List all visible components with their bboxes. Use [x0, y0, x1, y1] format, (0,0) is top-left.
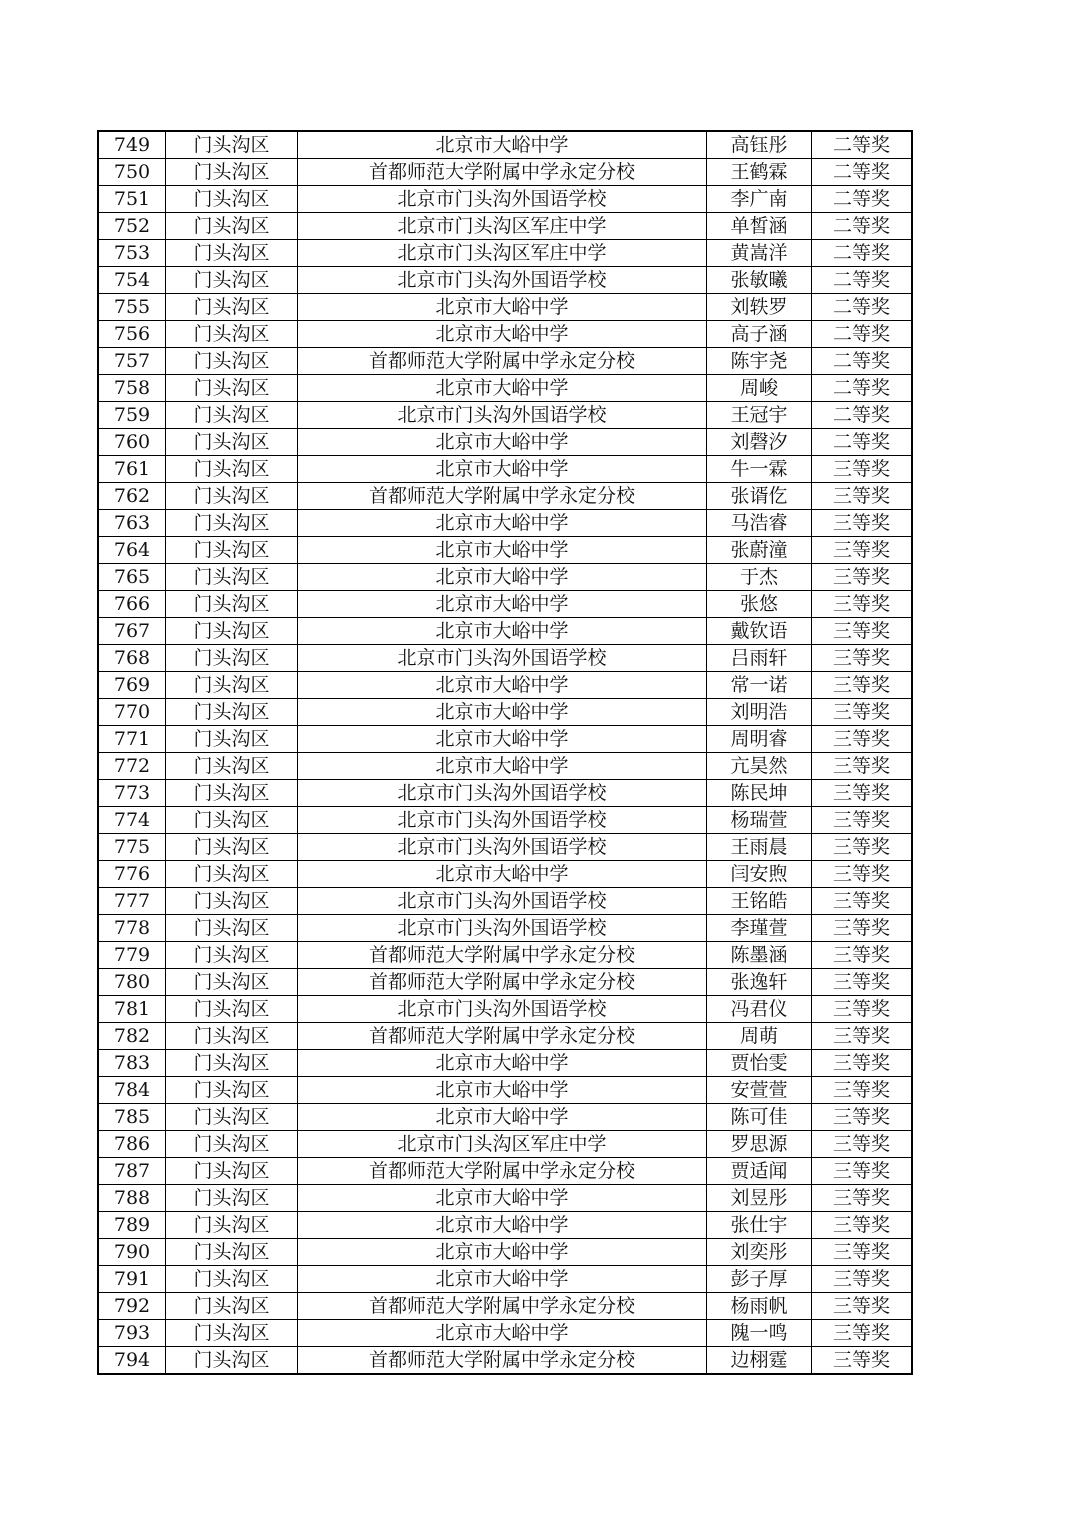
row-number-cell: 784: [98, 1077, 166, 1104]
row-number-cell: 752: [98, 213, 166, 240]
table-row: [98, 537, 912, 564]
row-number-cell: 757: [98, 348, 166, 375]
award-level-cell: 三等奖: [812, 888, 913, 915]
school-cell: 北京市门头沟外国语学校: [298, 186, 707, 213]
school-cell: 北京市大峪中学: [298, 699, 707, 726]
table-row: [98, 834, 912, 861]
school-cell: 北京市大峪中学: [298, 618, 707, 645]
school-cell: 北京市大峪中学: [298, 456, 707, 483]
row-number-cell: 763: [98, 510, 166, 537]
award-level-cell: 三等奖: [812, 618, 913, 645]
row-number-cell: 767: [98, 618, 166, 645]
award-level-cell: 三等奖: [812, 942, 913, 969]
district-cell: 门头沟区: [166, 321, 298, 348]
table-row: [98, 915, 912, 942]
award-level-cell: 二等奖: [812, 375, 913, 402]
student-name-cell: 王铭皓: [707, 888, 812, 915]
district-cell: 门头沟区: [166, 1266, 298, 1293]
student-name-cell: 亢昊然: [707, 753, 812, 780]
award-level-cell: 二等奖: [812, 348, 913, 375]
district-cell: 门头沟区: [166, 1023, 298, 1050]
row-number-cell: 750: [98, 159, 166, 186]
award-level-cell: 三等奖: [812, 1023, 913, 1050]
district-cell: 门头沟区: [166, 348, 298, 375]
row-number-cell: 790: [98, 1239, 166, 1266]
row-number-cell: 759: [98, 402, 166, 429]
table-row: [98, 699, 912, 726]
student-name-cell: 戴钦语: [707, 618, 812, 645]
district-cell: 门头沟区: [166, 159, 298, 186]
school-cell: 北京市大峪中学: [298, 1320, 707, 1347]
award-level-cell: 三等奖: [812, 672, 913, 699]
row-number-cell: 765: [98, 564, 166, 591]
district-cell: 门头沟区: [166, 213, 298, 240]
table-row: [98, 456, 912, 483]
row-number-cell: 775: [98, 834, 166, 861]
student-name-cell: 陈墨涵: [707, 942, 812, 969]
student-name-cell: 张敏曦: [707, 267, 812, 294]
award-level-cell: 二等奖: [812, 213, 913, 240]
row-number-cell: 769: [98, 672, 166, 699]
school-cell: 北京市门头沟区军庄中学: [298, 240, 707, 267]
table-row: [98, 618, 912, 645]
district-cell: 门头沟区: [166, 429, 298, 456]
district-cell: 门头沟区: [166, 186, 298, 213]
table-row: [98, 780, 912, 807]
district-cell: 门头沟区: [166, 402, 298, 429]
school-cell: 首都师范大学附属中学永定分校: [298, 483, 707, 510]
district-cell: 门头沟区: [166, 1104, 298, 1131]
row-number-cell: 758: [98, 375, 166, 402]
award-level-cell: 三等奖: [812, 969, 913, 996]
district-cell: 门头沟区: [166, 1050, 298, 1077]
district-cell: 门头沟区: [166, 564, 298, 591]
student-name-cell: 周萌: [707, 1023, 812, 1050]
school-cell: 首都师范大学附属中学永定分校: [298, 1158, 707, 1185]
award-list-body: [98, 131, 912, 1374]
school-cell: 北京市门头沟外国语学校: [298, 645, 707, 672]
award-level-cell: 三等奖: [812, 726, 913, 753]
district-cell: 门头沟区: [166, 1212, 298, 1239]
school-cell: 北京市大峪中学: [298, 510, 707, 537]
table-row: [98, 1293, 912, 1320]
row-number-cell: 787: [98, 1158, 166, 1185]
student-name-cell: 彭子厚: [707, 1266, 812, 1293]
school-cell: 北京市门头沟外国语学校: [298, 807, 707, 834]
table-row: [98, 267, 912, 294]
school-cell: 北京市大峪中学: [298, 429, 707, 456]
table-row: [98, 969, 912, 996]
row-number-cell: 779: [98, 942, 166, 969]
award-level-cell: 三等奖: [812, 1158, 913, 1185]
student-name-cell: 张逸轩: [707, 969, 812, 996]
table-row: [98, 1185, 912, 1212]
table-row: [98, 591, 912, 618]
row-number-cell: 749: [98, 131, 166, 159]
school-cell: 北京市大峪中学: [298, 321, 707, 348]
student-name-cell: 杨瑞萱: [707, 807, 812, 834]
table-row: [98, 1050, 912, 1077]
award-level-cell: 三等奖: [812, 753, 913, 780]
table-row: [98, 131, 912, 159]
award-level-cell: 三等奖: [812, 1104, 913, 1131]
district-cell: 门头沟区: [166, 1293, 298, 1320]
school-cell: 北京市门头沟外国语学校: [298, 267, 707, 294]
school-cell: 北京市大峪中学: [298, 294, 707, 321]
row-number-cell: 785: [98, 1104, 166, 1131]
school-cell: 北京市门头沟外国语学校: [298, 402, 707, 429]
table-row: [98, 672, 912, 699]
student-name-cell: 陈可佳: [707, 1104, 812, 1131]
award-level-cell: 三等奖: [812, 807, 913, 834]
student-name-cell: 贾适闻: [707, 1158, 812, 1185]
student-name-cell: 李瑾萱: [707, 915, 812, 942]
school-cell: 北京市大峪中学: [298, 564, 707, 591]
school-cell: 北京市大峪中学: [298, 537, 707, 564]
award-level-cell: 三等奖: [812, 1185, 913, 1212]
student-name-cell: 单皙涵: [707, 213, 812, 240]
table-row: [98, 1023, 912, 1050]
award-level-cell: 二等奖: [812, 294, 913, 321]
district-cell: 门头沟区: [166, 131, 298, 159]
school-cell: 北京市大峪中学: [298, 131, 707, 159]
row-number-cell: 778: [98, 915, 166, 942]
student-name-cell: 高子涵: [707, 321, 812, 348]
district-cell: 门头沟区: [166, 1239, 298, 1266]
award-level-cell: 二等奖: [812, 402, 913, 429]
school-cell: 首都师范大学附属中学永定分校: [298, 969, 707, 996]
table-row: [98, 1158, 912, 1185]
district-cell: 门头沟区: [166, 456, 298, 483]
table-row: [98, 240, 912, 267]
table-row: [98, 1239, 912, 1266]
student-name-cell: 周明睿: [707, 726, 812, 753]
student-name-cell: 刘昱彤: [707, 1185, 812, 1212]
district-cell: 门头沟区: [166, 888, 298, 915]
student-name-cell: 陈民坤: [707, 780, 812, 807]
row-number-cell: 793: [98, 1320, 166, 1347]
table-row: [98, 1320, 912, 1347]
school-cell: 北京市门头沟外国语学校: [298, 780, 707, 807]
award-level-cell: 三等奖: [812, 456, 913, 483]
student-name-cell: 隗一鸣: [707, 1320, 812, 1347]
table-row: [98, 402, 912, 429]
table-row: [98, 1077, 912, 1104]
district-cell: 门头沟区: [166, 618, 298, 645]
row-number-cell: 751: [98, 186, 166, 213]
district-cell: 门头沟区: [166, 1077, 298, 1104]
student-name-cell: 张蔚潼: [707, 537, 812, 564]
row-number-cell: 774: [98, 807, 166, 834]
school-cell: 北京市门头沟外国语学校: [298, 888, 707, 915]
student-name-cell: 牛一霖: [707, 456, 812, 483]
row-number-cell: 761: [98, 456, 166, 483]
award-level-cell: 三等奖: [812, 564, 913, 591]
school-cell: 首都师范大学附属中学永定分校: [298, 1347, 707, 1375]
award-level-cell: 三等奖: [812, 591, 913, 618]
award-level-cell: 三等奖: [812, 1212, 913, 1239]
award-level-cell: 二等奖: [812, 240, 913, 267]
award-level-cell: 三等奖: [812, 645, 913, 672]
row-number-cell: 770: [98, 699, 166, 726]
school-cell: 北京市大峪中学: [298, 375, 707, 402]
row-number-cell: 783: [98, 1050, 166, 1077]
student-name-cell: 王鹤霖: [707, 159, 812, 186]
row-number-cell: 777: [98, 888, 166, 915]
row-number-cell: 791: [98, 1266, 166, 1293]
row-number-cell: 781: [98, 996, 166, 1023]
district-cell: 门头沟区: [166, 996, 298, 1023]
district-cell: 门头沟区: [166, 726, 298, 753]
table-row: [98, 186, 912, 213]
student-name-cell: 吕雨轩: [707, 645, 812, 672]
row-number-cell: 753: [98, 240, 166, 267]
award-level-cell: 三等奖: [812, 834, 913, 861]
school-cell: 北京市大峪中学: [298, 753, 707, 780]
row-number-cell: 771: [98, 726, 166, 753]
award-level-cell: 三等奖: [812, 915, 913, 942]
school-cell: 北京市门头沟外国语学校: [298, 915, 707, 942]
district-cell: 门头沟区: [166, 1347, 298, 1375]
table-row: [98, 753, 912, 780]
student-name-cell: 贾怡雯: [707, 1050, 812, 1077]
district-cell: 门头沟区: [166, 1158, 298, 1185]
row-number-cell: 764: [98, 537, 166, 564]
award-level-cell: 三等奖: [812, 483, 913, 510]
student-name-cell: 常一诺: [707, 672, 812, 699]
table-row: [98, 510, 912, 537]
school-cell: 北京市大峪中学: [298, 1104, 707, 1131]
row-number-cell: 786: [98, 1131, 166, 1158]
table-row: [98, 1347, 912, 1375]
student-name-cell: 高钰彤: [707, 131, 812, 159]
row-number-cell: 792: [98, 1293, 166, 1320]
student-name-cell: 张悠: [707, 591, 812, 618]
school-cell: 北京市大峪中学: [298, 1077, 707, 1104]
table-row: [98, 483, 912, 510]
student-name-cell: 刘磬汐: [707, 429, 812, 456]
district-cell: 门头沟区: [166, 483, 298, 510]
district-cell: 门头沟区: [166, 294, 298, 321]
school-cell: 北京市大峪中学: [298, 726, 707, 753]
district-cell: 门头沟区: [166, 834, 298, 861]
district-cell: 门头沟区: [166, 1185, 298, 1212]
award-level-cell: 三等奖: [812, 861, 913, 888]
award-level-cell: 二等奖: [812, 186, 913, 213]
school-cell: 首都师范大学附属中学永定分校: [298, 1293, 707, 1320]
district-cell: 门头沟区: [166, 807, 298, 834]
district-cell: 门头沟区: [166, 1131, 298, 1158]
award-level-cell: 三等奖: [812, 1293, 913, 1320]
row-number-cell: 788: [98, 1185, 166, 1212]
row-number-cell: 776: [98, 861, 166, 888]
school-cell: 北京市大峪中学: [298, 1185, 707, 1212]
award-level-cell: 三等奖: [812, 1050, 913, 1077]
student-name-cell: 闫安煦: [707, 861, 812, 888]
student-name-cell: 周峻: [707, 375, 812, 402]
row-number-cell: 772: [98, 753, 166, 780]
award-level-cell: 三等奖: [812, 510, 913, 537]
table-row: [98, 429, 912, 456]
table-row: [98, 1212, 912, 1239]
award-level-cell: 二等奖: [812, 267, 913, 294]
district-cell: 门头沟区: [166, 510, 298, 537]
table-row: [98, 807, 912, 834]
student-name-cell: 罗思源: [707, 1131, 812, 1158]
district-cell: 门头沟区: [166, 942, 298, 969]
school-cell: 首都师范大学附属中学永定分校: [298, 159, 707, 186]
row-number-cell: 789: [98, 1212, 166, 1239]
student-name-cell: 陈宇尧: [707, 348, 812, 375]
award-level-cell: 三等奖: [812, 699, 913, 726]
table-row: [98, 1266, 912, 1293]
award-level-cell: 三等奖: [812, 996, 913, 1023]
district-cell: 门头沟区: [166, 1320, 298, 1347]
table-row: [98, 348, 912, 375]
district-cell: 门头沟区: [166, 375, 298, 402]
table-row: [98, 1104, 912, 1131]
row-number-cell: 780: [98, 969, 166, 996]
table-row: [98, 996, 912, 1023]
award-level-cell: 二等奖: [812, 131, 913, 159]
table-row: [98, 213, 912, 240]
row-number-cell: 754: [98, 267, 166, 294]
table-row: [98, 645, 912, 672]
row-number-cell: 762: [98, 483, 166, 510]
student-name-cell: 边栩霆: [707, 1347, 812, 1375]
table-row: [98, 294, 912, 321]
student-name-cell: 黄嵩洋: [707, 240, 812, 267]
school-cell: 北京市大峪中学: [298, 591, 707, 618]
student-name-cell: 刘奕彤: [707, 1239, 812, 1266]
award-level-cell: 三等奖: [812, 537, 913, 564]
school-cell: 北京市大峪中学: [298, 1239, 707, 1266]
table-row: [98, 726, 912, 753]
school-cell: 首都师范大学附属中学永定分校: [298, 942, 707, 969]
district-cell: 门头沟区: [166, 645, 298, 672]
student-name-cell: 杨雨帆: [707, 1293, 812, 1320]
row-number-cell: 768: [98, 645, 166, 672]
table-row: [98, 861, 912, 888]
table-row: [98, 321, 912, 348]
student-name-cell: 张谞仡: [707, 483, 812, 510]
award-level-cell: 三等奖: [812, 1131, 913, 1158]
school-cell: 北京市大峪中学: [298, 1050, 707, 1077]
district-cell: 门头沟区: [166, 267, 298, 294]
table-row: [98, 564, 912, 591]
school-cell: 北京市大峪中学: [298, 861, 707, 888]
student-name-cell: 马浩睿: [707, 510, 812, 537]
award-level-cell: 二等奖: [812, 159, 913, 186]
school-cell: 首都师范大学附属中学永定分校: [298, 348, 707, 375]
district-cell: 门头沟区: [166, 780, 298, 807]
student-name-cell: 冯君仪: [707, 996, 812, 1023]
school-cell: 北京市门头沟外国语学校: [298, 996, 707, 1023]
district-cell: 门头沟区: [166, 969, 298, 996]
student-name-cell: 于杰: [707, 564, 812, 591]
award-level-cell: 三等奖: [812, 1239, 913, 1266]
district-cell: 门头沟区: [166, 672, 298, 699]
table-row: [98, 159, 912, 186]
table-row: [98, 375, 912, 402]
row-number-cell: 794: [98, 1347, 166, 1375]
row-number-cell: 755: [98, 294, 166, 321]
student-name-cell: 刘明浩: [707, 699, 812, 726]
school-cell: 北京市大峪中学: [298, 672, 707, 699]
award-level-cell: 三等奖: [812, 1320, 913, 1347]
award-level-cell: 二等奖: [812, 321, 913, 348]
district-cell: 门头沟区: [166, 240, 298, 267]
school-cell: 北京市大峪中学: [298, 1266, 707, 1293]
table-row: [98, 1131, 912, 1158]
district-cell: 门头沟区: [166, 915, 298, 942]
district-cell: 门头沟区: [166, 699, 298, 726]
award-level-cell: 三等奖: [812, 780, 913, 807]
school-cell: 北京市门头沟区军庄中学: [298, 213, 707, 240]
table-row: [98, 942, 912, 969]
student-name-cell: 李广南: [707, 186, 812, 213]
award-list-table: [97, 130, 913, 1375]
student-name-cell: 王雨晨: [707, 834, 812, 861]
student-name-cell: 安萱萱: [707, 1077, 812, 1104]
row-number-cell: 782: [98, 1023, 166, 1050]
student-name-cell: 张仕宇: [707, 1212, 812, 1239]
table-row: [98, 888, 912, 915]
award-level-cell: 三等奖: [812, 1266, 913, 1293]
row-number-cell: 766: [98, 591, 166, 618]
award-level-cell: 三等奖: [812, 1077, 913, 1104]
school-cell: 北京市大峪中学: [298, 1212, 707, 1239]
school-cell: 北京市门头沟外国语学校: [298, 834, 707, 861]
school-cell: 首都师范大学附属中学永定分校: [298, 1023, 707, 1050]
district-cell: 门头沟区: [166, 753, 298, 780]
district-cell: 门头沟区: [166, 591, 298, 618]
row-number-cell: 756: [98, 321, 166, 348]
award-level-cell: 二等奖: [812, 429, 913, 456]
student-name-cell: 刘轶罗: [707, 294, 812, 321]
school-cell: 北京市门头沟区军庄中学: [298, 1131, 707, 1158]
student-name-cell: 王冠宇: [707, 402, 812, 429]
row-number-cell: 773: [98, 780, 166, 807]
district-cell: 门头沟区: [166, 537, 298, 564]
district-cell: 门头沟区: [166, 861, 298, 888]
row-number-cell: 760: [98, 429, 166, 456]
award-level-cell: 三等奖: [812, 1347, 913, 1375]
